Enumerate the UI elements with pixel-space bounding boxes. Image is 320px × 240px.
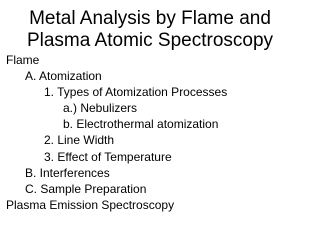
outline-item-electrothermal-atomization: b. Electrothermal atomization xyxy=(63,117,219,132)
outline-item-interferences: B. Interferences xyxy=(25,165,110,180)
outline-list xyxy=(6,52,296,213)
slide-title-line-2: Plasma Atomic Spectroscopy xyxy=(26,30,274,51)
outline-item-types-of-atomization: 1. Types of Atomization Processes xyxy=(44,85,228,100)
slide-title xyxy=(0,8,300,52)
outline-item-flame: Flame xyxy=(6,53,40,67)
outline-item-nebulizers: a.) Nebulizers xyxy=(63,101,138,116)
outline-item-atomization: A. Atomization xyxy=(25,69,102,84)
slide-title-line-1: Metal Analysis by Flame and xyxy=(29,8,271,29)
outline-item-effect-of-temperature: 3. Effect of Temperature xyxy=(44,149,172,164)
outline-item-line-width: 2. Line Width xyxy=(44,133,115,148)
outline-item-sample-preparation: C. Sample Preparation xyxy=(25,181,147,196)
outline-item-plasma-emission-spectroscopy: Plasma Emission Spectroscopy xyxy=(6,197,175,212)
